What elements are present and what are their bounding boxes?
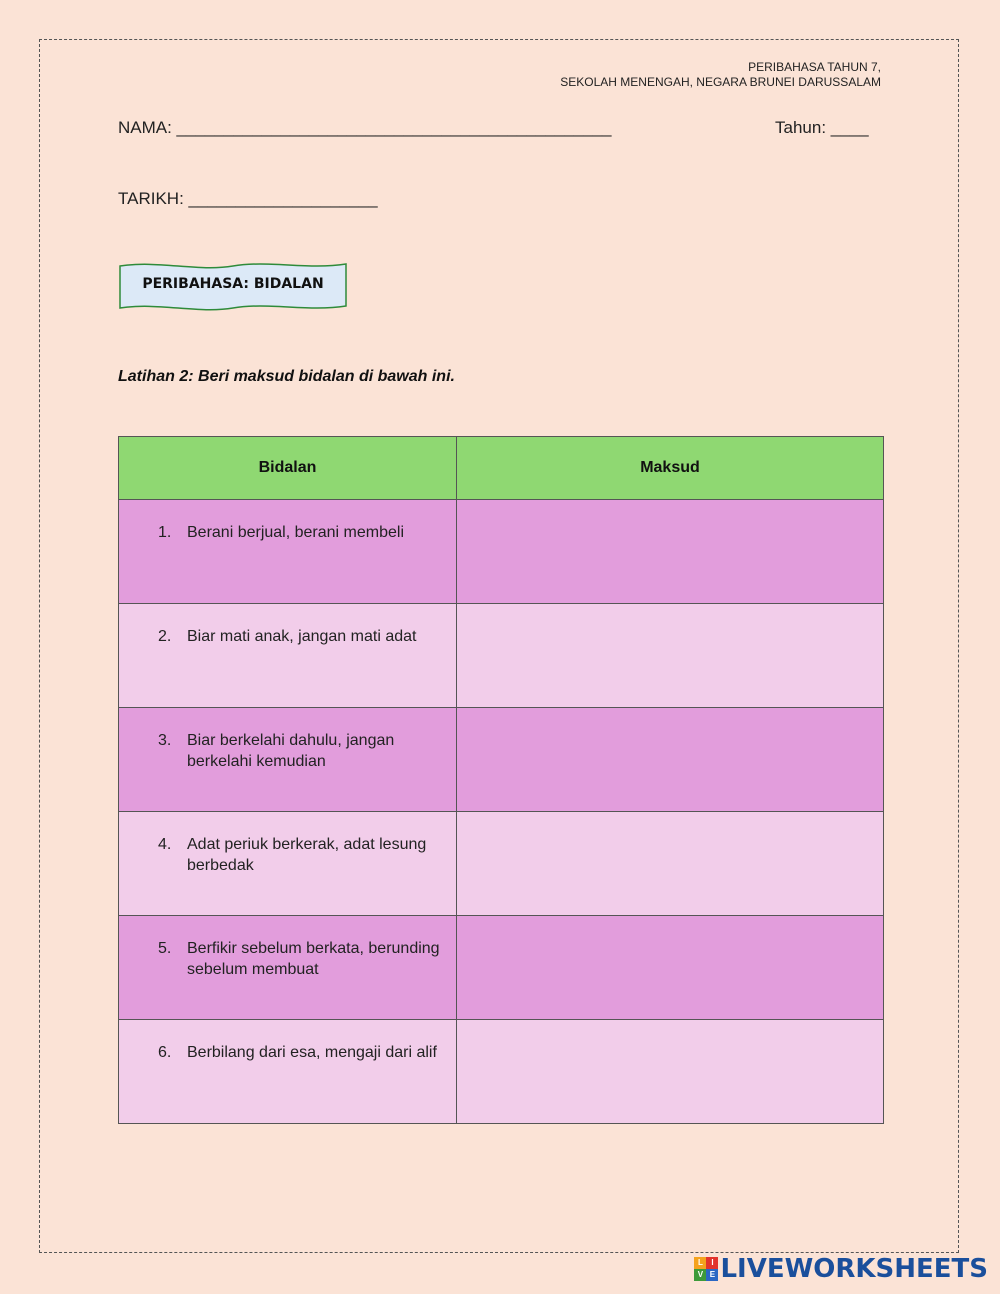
item-number: 4. (158, 836, 172, 853)
item-text: Berani berjual, berani membeli (187, 524, 404, 541)
bidalan-cell (119, 500, 457, 604)
bidalan-cell (119, 1020, 457, 1124)
bidalan-cell (119, 708, 457, 812)
maksud-answer-cell[interactable] (457, 500, 884, 604)
table-row (119, 916, 884, 1020)
banner-title: PERIBAHASA: BIDALAN (142, 276, 324, 292)
item-text: Berbilang dari esa, mengaji dari alif (187, 1044, 437, 1061)
item-number: 3. (158, 732, 172, 749)
liveworksheets-logo-icon (694, 1257, 718, 1281)
maksud-answer-cell[interactable] (457, 604, 884, 708)
bidalan-cell (119, 812, 457, 916)
table-row (119, 604, 884, 708)
bidalan-cell (119, 916, 457, 1020)
maksud-answer-cell[interactable] (457, 708, 884, 812)
table-row (119, 812, 884, 916)
item-text: Adat periuk berkerak, adat lesung berbedak (187, 836, 427, 874)
item-number: 1. (158, 524, 172, 541)
header-line-1: PERIBAHASA TAHUN 7, (748, 60, 881, 74)
maksud-answer-cell[interactable] (457, 916, 884, 1020)
table-row (119, 708, 884, 812)
table-row (119, 500, 884, 604)
table-row (119, 1020, 884, 1124)
logo-letter: L (694, 1257, 706, 1269)
bidalan-table (118, 436, 884, 1124)
title-banner (118, 258, 348, 316)
item-text: Biar berkelahi dahulu, jangan berkelahi kemudian (187, 732, 395, 770)
bidalan-cell (119, 604, 457, 708)
header-bidalan: Bidalan (119, 437, 457, 500)
item-number: 6. (158, 1044, 172, 1061)
header-maksud: Maksud (457, 437, 884, 500)
item-number: 5. (158, 940, 172, 957)
tahun-field[interactable]: Tahun: ____ (775, 118, 869, 137)
item-text: Biar mati anak, jangan mati adat (187, 628, 417, 645)
maksud-answer-cell[interactable] (457, 1020, 884, 1124)
table-header-row (119, 437, 884, 500)
logo-letter: E (706, 1269, 718, 1281)
logo-letter: I (706, 1257, 718, 1269)
tarikh-field[interactable]: TARIKH: ____________________ (118, 189, 378, 208)
logo-letter: V (694, 1269, 706, 1281)
instruction-text: Latihan 2: Beri maksud bidalan di bawah ini. (118, 368, 455, 385)
item-number: 2. (158, 628, 172, 645)
liveworksheets-logo[interactable] (694, 1254, 988, 1284)
logo-wordmark: LIVEWORKSHEETS (720, 1254, 988, 1284)
header-line-2: SEKOLAH MENENGAH, NEGARA BRUNEI DARUSSALAM (560, 75, 881, 89)
maksud-answer-cell[interactable] (457, 812, 884, 916)
item-text: Berfikir sebelum berkata, berunding sebelum membuat (187, 940, 440, 978)
nama-field[interactable]: NAMA: ______________________________________________ (118, 118, 612, 137)
document-header (560, 60, 881, 90)
